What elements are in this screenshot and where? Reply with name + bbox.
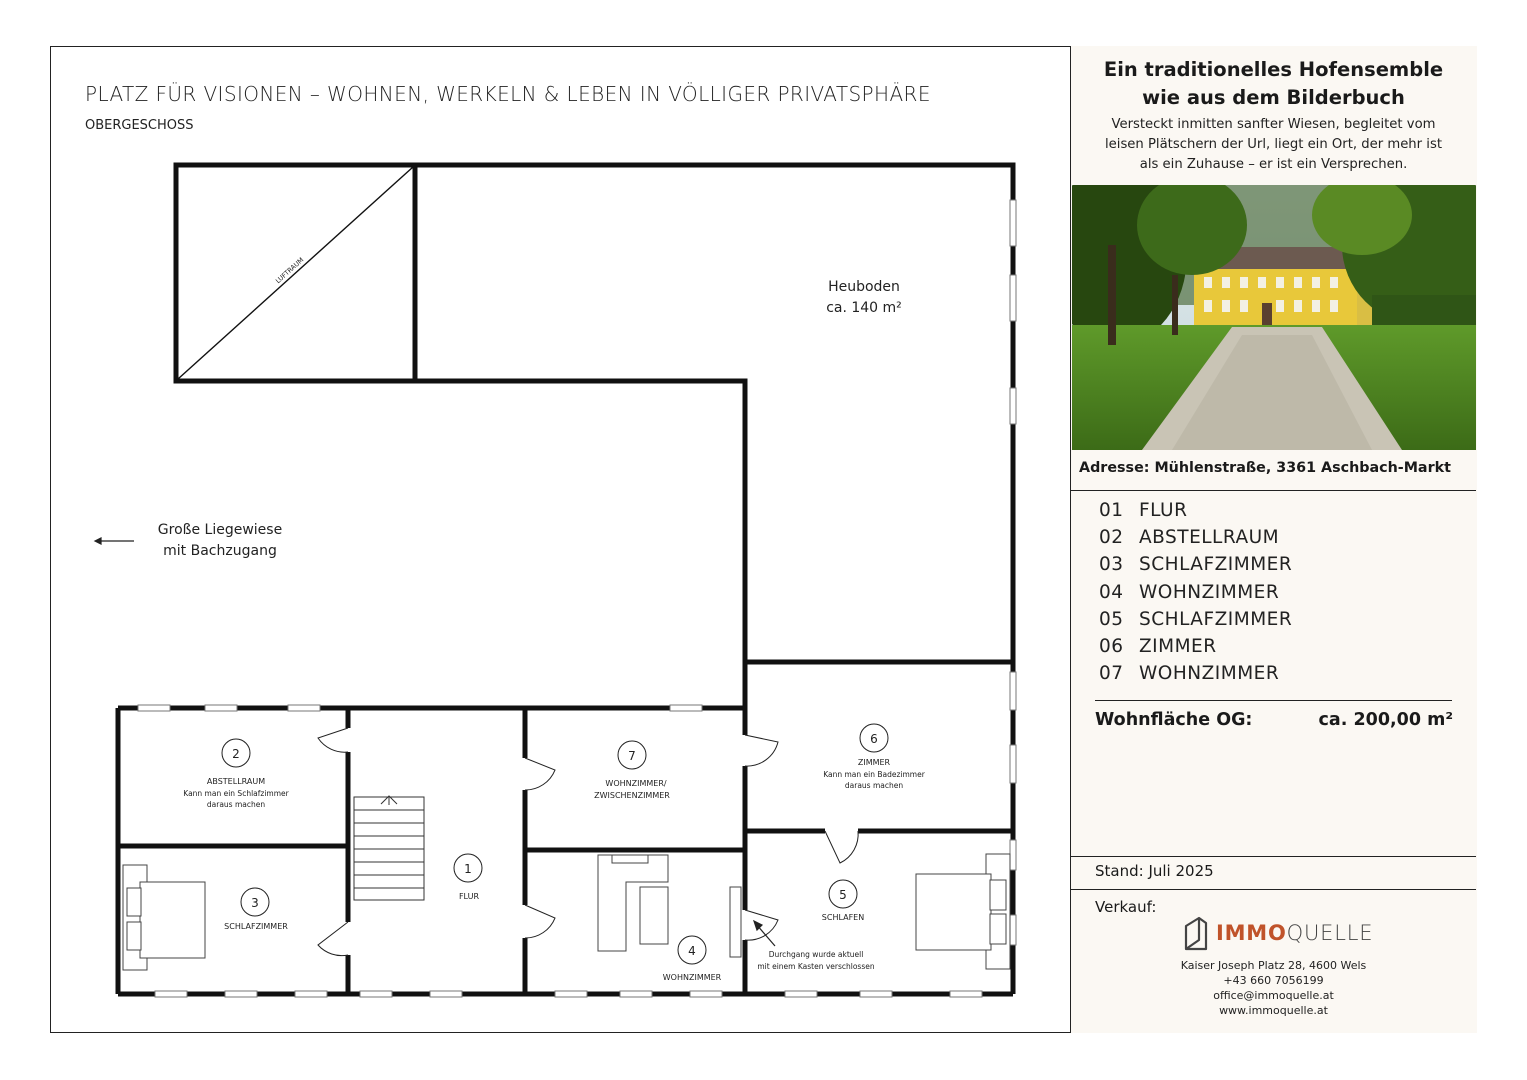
contact-address: Kaiser Joseph Platz 28, 4600 Wels: [1180, 959, 1367, 972]
area-label: Wohnfläche OG:: [1095, 710, 1253, 730]
divider: [1071, 490, 1476, 491]
immoquelle-logo: [1183, 914, 1383, 954]
room2-note-2: daraus machen: [206, 800, 266, 809]
room6-note-1: Kann man ein Badezimmer: [823, 770, 925, 779]
contact-email[interactable]: office@immoquelle.at: [1213, 989, 1334, 1002]
area-divider: [1095, 700, 1452, 701]
stand-date: Stand: Juli 2025: [1095, 862, 1214, 880]
bed-room3: [123, 865, 205, 970]
headline: [1071, 56, 1476, 112]
room-name: SCHLAFZIMMER: [1139, 554, 1293, 576]
room2-label: ABSTELLRAUM: [206, 777, 266, 786]
room6-label: ZIMMER: [857, 758, 891, 767]
room3-label: SCHLAFZIMMER: [224, 922, 288, 931]
area-value: ca. 200,00 m²: [1318, 710, 1453, 730]
staircase: [354, 796, 424, 900]
room-number: 07: [1099, 663, 1124, 685]
heuboden-wall: [415, 165, 1013, 994]
room2-number: 2: [232, 747, 240, 761]
room4-label: WOHNZIMMER: [662, 973, 722, 982]
sofa-room4: [598, 855, 741, 957]
sales-label: Verkauf:: [1095, 898, 1157, 916]
bed-room5: [916, 854, 1010, 969]
divider: [1071, 856, 1476, 857]
doors: [318, 728, 858, 956]
room-number: 03: [1099, 554, 1124, 576]
house-logo-icon: [1183, 916, 1209, 952]
luftraum-label: LUFTRAUM: [274, 255, 306, 286]
info-panel: [1070, 46, 1477, 1033]
intro-text: [1093, 115, 1454, 175]
room-number: 06: [1099, 635, 1124, 657]
logo-part-1: IMMO: [1216, 921, 1287, 945]
heuboden-label: Heuboden: [828, 279, 900, 295]
room-name: WOHNZIMMER: [1139, 581, 1280, 603]
room6-number: 6: [870, 732, 878, 746]
divider: [1071, 889, 1476, 890]
contact-info: [1071, 958, 1476, 1018]
heuboden-area: ca. 140 m²: [826, 300, 902, 316]
room-name: SCHLAFZIMMER: [1139, 608, 1293, 630]
room3-number: 3: [251, 896, 259, 910]
farmhouse-image: [1072, 185, 1476, 450]
room2-note-1: Kann man ein Schlafzimmer: [183, 789, 289, 798]
headline-line-2: wie aus dem Bilderbuch: [1142, 86, 1405, 109]
room7-number: 7: [628, 749, 636, 763]
room1-number: 1: [464, 862, 472, 876]
arrow-left-icon: [95, 538, 134, 544]
luftraum-diagonal: [178, 167, 413, 379]
contact-phone[interactable]: +43 660 7056199: [1223, 974, 1324, 987]
outside-label-2: mit Bachzugang: [163, 543, 277, 559]
intro-line-3: als ein Zuhause – er ist ein Versprechen.: [1139, 157, 1408, 172]
address: Adresse: Mühlenstraße, 3361 Aschbach-Markt: [1079, 460, 1451, 476]
room-name: FLUR: [1139, 500, 1188, 521]
room4-number: 4: [688, 944, 696, 958]
info-header: [1071, 46, 1476, 186]
windows: [138, 200, 1016, 997]
outside-label-1: Große Liegewiese: [157, 522, 283, 538]
headline-line-1: Ein traditionelles Hofensemble: [1103, 58, 1444, 81]
room-number: 02: [1099, 527, 1124, 549]
door-note-1: Durchgang wurde aktuell: [768, 950, 864, 959]
room-number: 05: [1099, 608, 1124, 630]
contact-website[interactable]: www.immoquelle.at: [1219, 1004, 1328, 1017]
room-number: 04: [1099, 581, 1124, 603]
room-name: ABSTELLRAUM: [1139, 527, 1280, 549]
room-name: ZIMMER: [1139, 635, 1217, 657]
room7-label-2: ZWISCHENZIMMER: [594, 791, 670, 800]
heuboden-inner-wall: [415, 381, 745, 710]
room5-number: 5: [839, 888, 847, 902]
door-note-2: mit einem Kasten verschlossen: [757, 962, 875, 971]
logo-part-2: QUELLE: [1286, 921, 1374, 945]
property-photo: [1072, 185, 1476, 450]
room7-label-1: WOHNZIMMER/: [605, 779, 667, 788]
logo-wordmark: [1216, 921, 1373, 945]
page-title: PLATZ FÜR VISIONEN – WOHNEN, WERKELN & LEBEN IN VÖLLIGER PRIVATSPHÄRE: [85, 82, 931, 106]
intro-line-2: leisen Plätschern der Url, liegt ein Ort, der mehr ist: [1105, 137, 1442, 152]
room-number: 01: [1099, 500, 1124, 521]
room1-label: FLUR: [458, 892, 480, 901]
floor-label: OBERGESCHOSS: [85, 118, 194, 133]
room5-label: SCHLAFEN: [821, 913, 865, 922]
room-name: WOHNZIMMER: [1139, 663, 1280, 685]
intro-line-1: Versteckt inmitten sanfter Wiesen, begleitet vom: [1111, 117, 1436, 132]
room6-note-2: daraus machen: [844, 781, 904, 790]
